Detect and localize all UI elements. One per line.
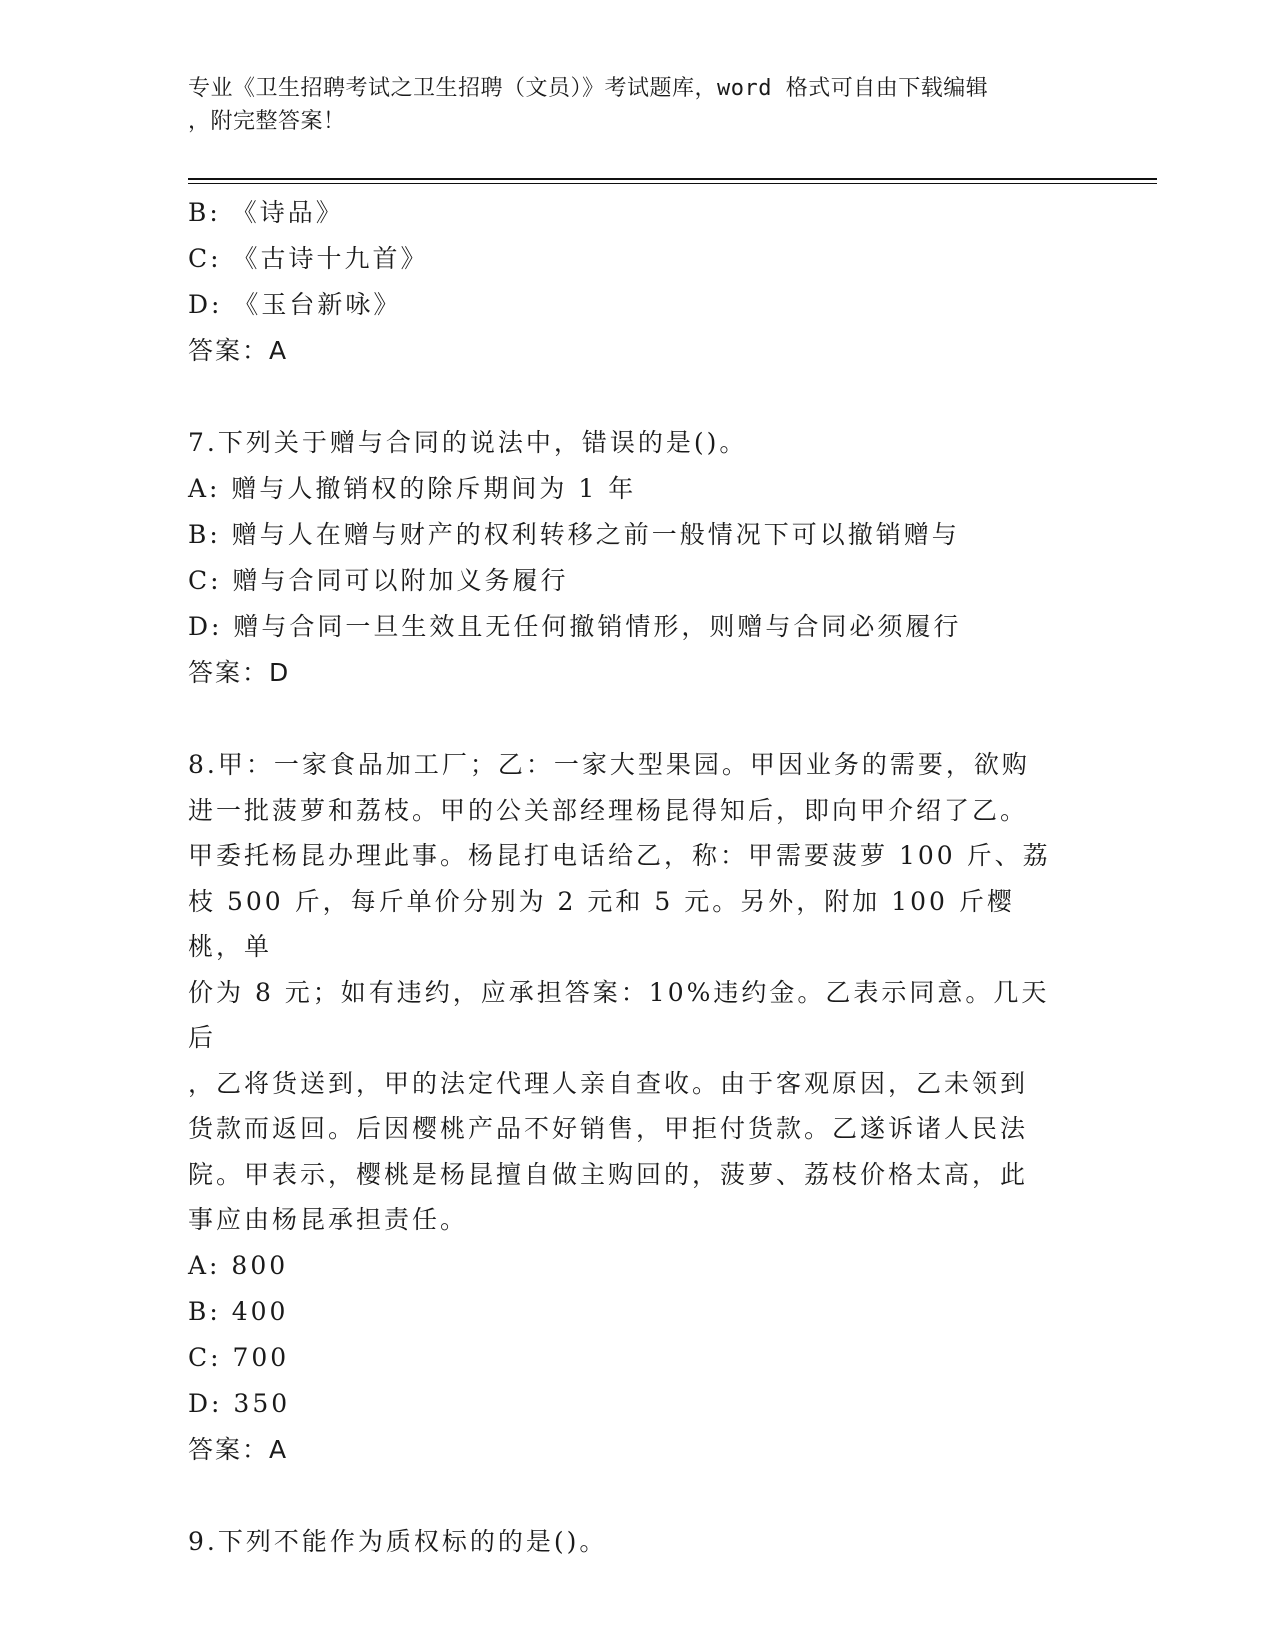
header-line-2: ，附完整答案！ — [188, 109, 346, 134]
option-c: C: 700 — [188, 1342, 290, 1372]
question-stem-line: 枝 500 斤，每斤单价分别为 2 元和 5 元。另外，附加 100 斤樱桃，单 — [188, 886, 1015, 961]
question-stem-line: 8.甲：一家食品加工厂；乙：一家大型果园。甲因业务的需要，欲购 — [188, 750, 1030, 779]
question-8 — [188, 742, 1088, 1473]
option-b: B: 赠与人在赠与财产的权利转移之前一般情况下可以撤销赠与 — [188, 520, 960, 549]
answer-label: 答案：A — [188, 336, 289, 365]
question-stem-line: 事应由杨昆承担责任。 — [188, 1205, 469, 1234]
question-stem-line: 货款而返回。后因樱桃产品不好销售，甲拒付货款。乙遂诉诸人民法 — [188, 1114, 1029, 1143]
answer-label: 答案：D — [188, 658, 291, 687]
header-divider-thin — [188, 183, 1157, 184]
question-6-tail — [188, 190, 1088, 374]
question-stem: 7.下列关于赠与合同的说法中，错误的是()。 — [188, 428, 748, 457]
header-note — [188, 72, 1068, 138]
option-d: D: 《玉台新咏》 — [188, 290, 402, 319]
spacer — [188, 1473, 1088, 1519]
question-stem-line: 甲委托杨昆办理此事。杨昆打电话给乙，称：甲需要菠萝 100 斤、荔 — [188, 841, 1051, 870]
option-d: D: 赠与合同一旦生效且无任何撤销情形，则赠与合同必须履行 — [188, 612, 962, 641]
question-stem-line: 进一批菠萝和荔枝。甲的公关部经理杨昆得知后，即向甲介绍了乙。 — [188, 795, 1029, 825]
spacer — [188, 374, 1088, 420]
option-a: A: 800 — [188, 1250, 289, 1280]
option-b: B: 400 — [188, 1296, 289, 1326]
question-7 — [188, 420, 1088, 696]
question-stem-line: ，乙将货送到，甲的法定代理人亲自查收。由于客观原因，乙未领到 — [188, 1068, 1029, 1098]
answer-label: 答案：A — [188, 1434, 289, 1464]
spacer — [188, 696, 1088, 742]
question-stem: 9.下列不能作为质权标的的是()。 — [188, 1526, 608, 1556]
option-b: B: 《诗品》 — [188, 198, 344, 227]
header-line-1: 专业《卫生招聘考试之卫生招聘（文员）》考试题库，word 格式可自由下载编辑 — [188, 76, 989, 101]
header-divider-thick — [188, 178, 1157, 180]
question-content — [188, 190, 1088, 1565]
question-9 — [188, 1519, 1088, 1565]
option-d: D: 350 — [188, 1388, 291, 1418]
option-c: C: 赠与合同可以附加义务履行 — [188, 566, 569, 595]
option-a: A: 赠与人撤销权的除斥期间为 1 年 — [188, 474, 637, 503]
question-stem-line: 院。甲表示，樱桃是杨昆擅自做主购回的，菠萝、荔枝价格太高，此 — [188, 1159, 1029, 1189]
option-c: C: 《古诗十九首》 — [188, 244, 429, 273]
question-stem-line: 价为 8 元；如有违约，应承担答案：10%违约金。乙表示同意。几天后 — [188, 977, 1050, 1052]
